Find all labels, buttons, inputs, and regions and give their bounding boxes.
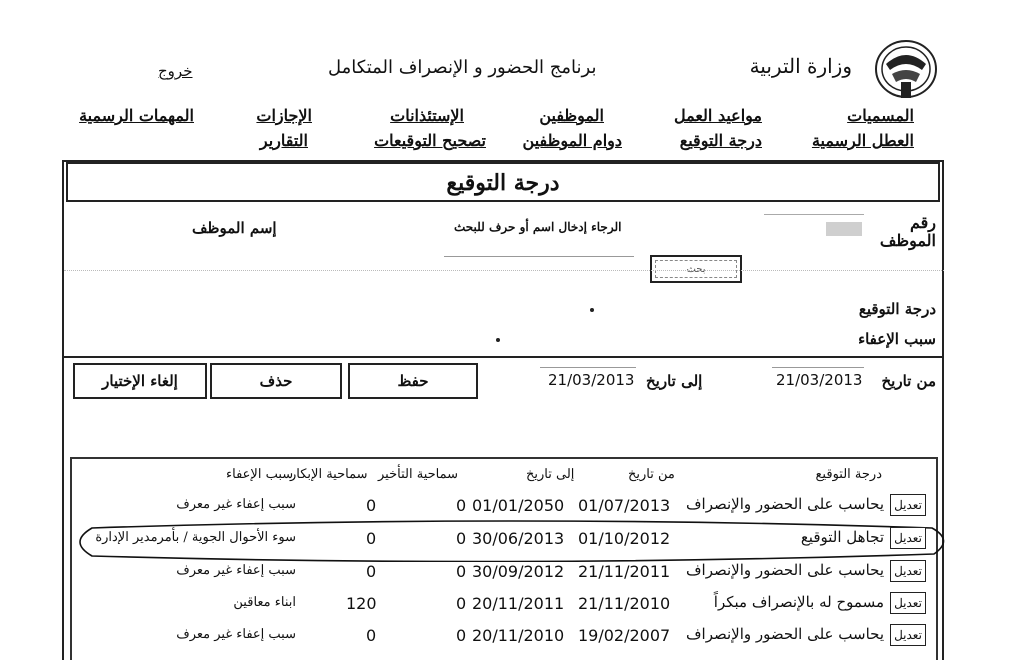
exemption-reason-label: سبب الإعفاء: [858, 330, 936, 348]
table-cell-early: 120: [346, 594, 377, 613]
col-header-to: إلى تاريخ: [526, 467, 575, 482]
edit-button[interactable]: تعديل: [890, 560, 926, 582]
edit-button[interactable]: تعديل: [890, 494, 926, 516]
table-cell-late: 0: [456, 594, 467, 613]
nav-official-missions[interactable]: المهمات الرسمية: [79, 106, 194, 125]
to-date-underline: [540, 367, 636, 368]
col-header-from: من تاريخ: [628, 467, 675, 482]
table-cell-level: يحاسب على الحضور والإنصراف: [685, 561, 884, 579]
table-cell-late: 0: [456, 529, 467, 548]
table-cell-to: 30/09/2012: [472, 562, 565, 581]
nav-reports[interactable]: التقارير: [259, 131, 308, 150]
table-cell-late: 0: [456, 626, 467, 645]
nav-employees[interactable]: الموظفين: [539, 106, 604, 125]
table-cell-from: 19/02/2007: [578, 626, 671, 645]
section-separator: [62, 356, 944, 358]
divider: [64, 270, 944, 271]
nav-signature-correction[interactable]: تصحيح التوقيعات: [374, 131, 486, 150]
nav-work-times[interactable]: مواعيد العمل: [673, 106, 762, 125]
table-cell-from: 01/10/2012: [578, 529, 671, 548]
search-input[interactable]: [444, 256, 634, 257]
exemption-reason-select[interactable]: [496, 338, 500, 342]
save-button[interactable]: حفظ: [348, 363, 478, 399]
table-cell-level: يحاسب على الحضور والإنصراف: [685, 495, 884, 513]
nav-signature-level[interactable]: درجة التوقيع: [679, 131, 762, 150]
table-cell-from: 01/07/2013: [578, 496, 671, 515]
employee-number-value: [826, 222, 862, 236]
employee-name-label: إسم الموظف: [192, 219, 277, 237]
edit-button[interactable]: تعديل: [890, 527, 926, 549]
col-header-late: سماحية التأخير: [378, 467, 459, 482]
table-cell-from: 21/11/2010: [578, 594, 671, 613]
delete-button[interactable]: حذف: [210, 363, 342, 399]
from-date-input[interactable]: 21/03/2013: [776, 371, 863, 389]
cancel-selection-button[interactable]: إلغاء الإختيار: [73, 363, 207, 399]
table-cell-from: 21/11/2011: [578, 562, 671, 581]
search-hint: الرجاء إدخال اسم أو حرف للبحث: [454, 220, 622, 234]
ministry-emblem-icon: [872, 36, 940, 102]
edit-button[interactable]: تعديل: [890, 624, 926, 646]
table-cell-to: 30/06/2013: [472, 529, 565, 548]
table-cell-level: تجاهل التوقيع: [800, 528, 884, 546]
table-cell-to: 20/11/2010: [472, 626, 565, 645]
col-header-level: درجة التوقيع: [815, 467, 882, 482]
signature-level-label: درجة التوقيع: [858, 300, 936, 318]
table-cell-level: مسموح له بالإنصراف مبكراً: [713, 593, 884, 611]
table-cell-early: 0: [366, 562, 377, 581]
search-button[interactable]: بحث: [650, 255, 742, 283]
table-cell-late: 0: [456, 562, 467, 581]
table-cell-reason: ابناء معاقين: [233, 595, 296, 610]
ministry-name: وزارة التربية: [749, 54, 852, 78]
page-title: درجة التوقيع: [446, 170, 560, 196]
from-date-label: من تاريخ: [881, 372, 936, 390]
table-cell-early: 0: [366, 496, 377, 515]
nav-employee-shifts[interactable]: دوام الموظفين: [522, 131, 622, 150]
table-cell-late: 0: [456, 496, 467, 515]
nav-official-holidays[interactable]: العطل الرسمية: [811, 131, 914, 150]
to-date-label: إلى تاريخ: [646, 372, 703, 390]
exit-link[interactable]: خروج: [158, 62, 193, 80]
table-cell-early: 0: [366, 626, 377, 645]
from-date-underline: [772, 367, 864, 368]
employee-number-field[interactable]: [764, 214, 864, 215]
program-title: برنامج الحضور و الإنصراف المتكامل: [328, 57, 597, 78]
page-title-box: [66, 162, 940, 202]
edit-button[interactable]: تعديل: [890, 592, 926, 614]
table-cell-early: 0: [366, 529, 377, 548]
table-cell-level: يحاسب على الحضور والإنصراف: [685, 625, 884, 643]
col-header-early: سماحية الإبكار: [290, 467, 368, 482]
table-cell-to: 01/01/2050: [472, 496, 565, 515]
table-cell-to: 20/11/2011: [472, 594, 565, 613]
to-date-input[interactable]: 21/03/2013: [548, 371, 635, 389]
table-cell-reason: سبب إعفاء غير معرف: [176, 563, 296, 578]
nav-leaves[interactable]: الإجازات: [256, 106, 312, 125]
nav-permissions[interactable]: الإستئذانات: [390, 106, 464, 125]
col-header-reason: سبب الإعفاء: [226, 467, 294, 482]
table-cell-reason: سبب إعفاء غير معرف: [176, 497, 296, 512]
employee-number-label: رقم الموظف: [879, 213, 936, 250]
signature-level-select[interactable]: [590, 308, 594, 312]
table-cell-reason: سبب إعفاء غير معرف: [176, 627, 296, 642]
nav-titles[interactable]: المسميات: [847, 106, 914, 125]
table-cell-reason: سوء الأحوال الجوية / بأمرمدير الإدارة: [95, 530, 296, 545]
